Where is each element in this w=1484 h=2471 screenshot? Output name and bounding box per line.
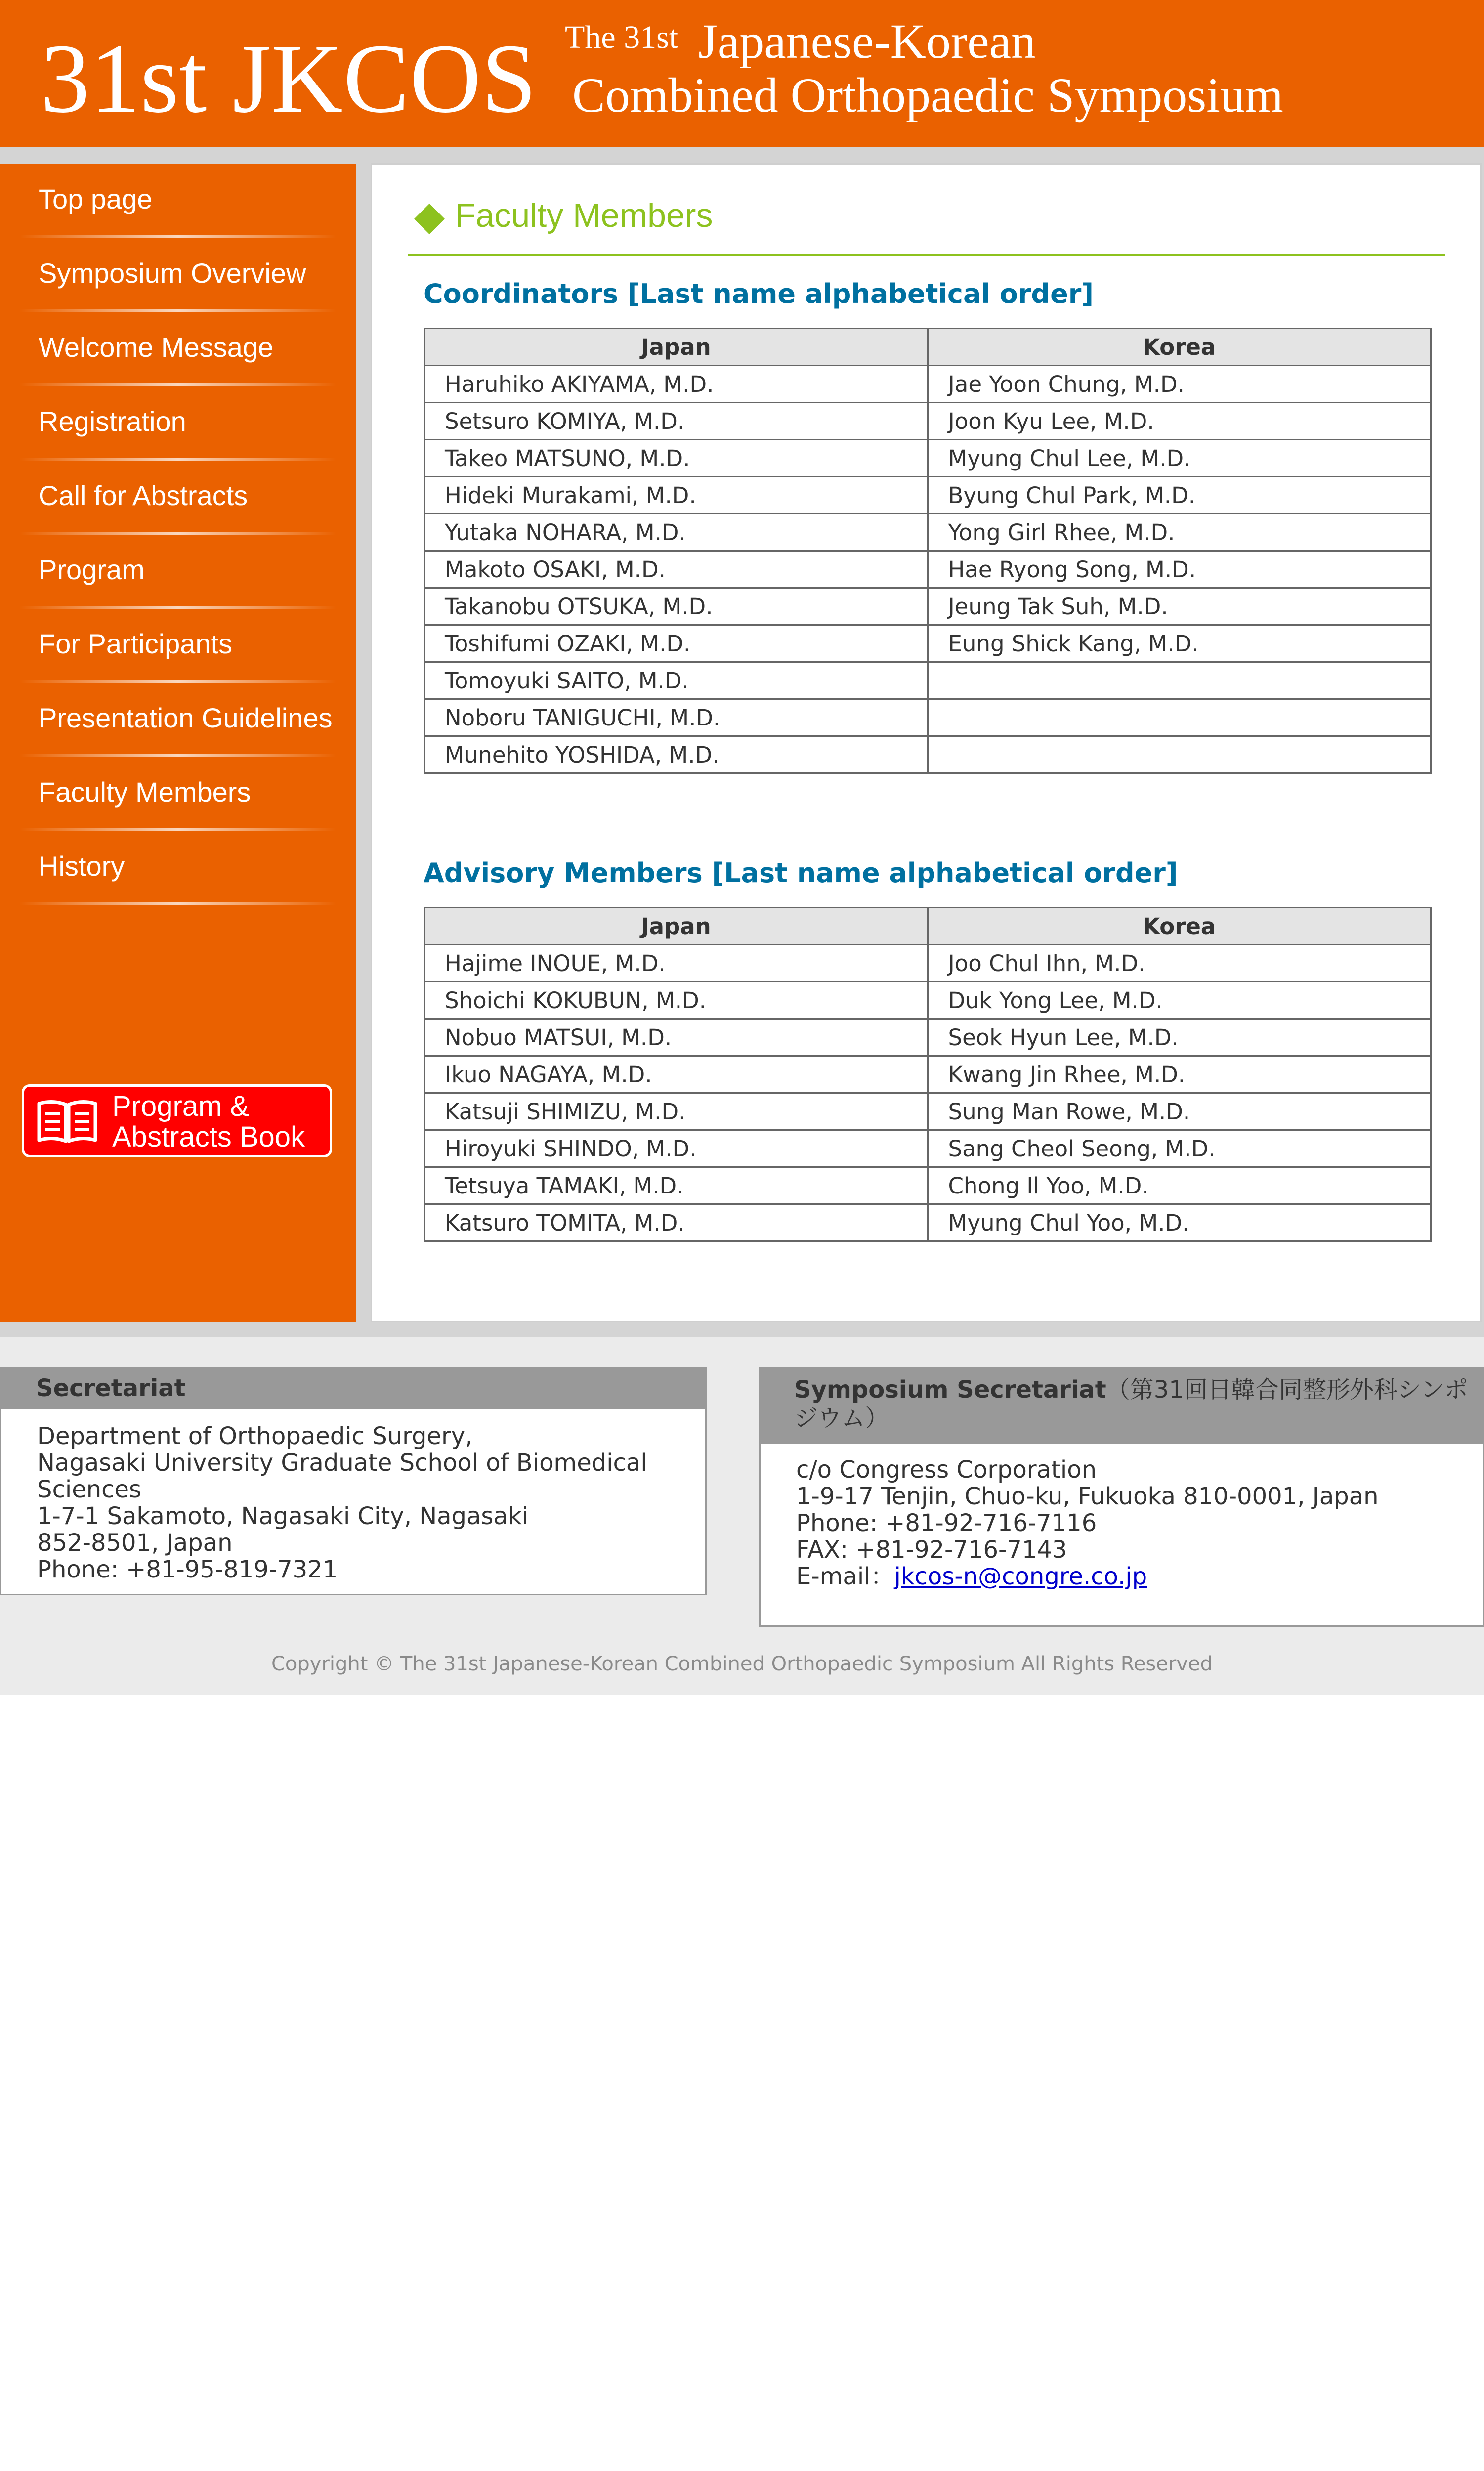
- table-cell: Yutaka NOHARA, M.D.: [424, 514, 928, 551]
- table-row: [424, 514, 1431, 551]
- title-divider: [408, 254, 1445, 256]
- sidebar-item-for-participants[interactable]: [0, 609, 356, 683]
- header-title-line2: Combined Orthopaedic Symposium: [572, 68, 1283, 123]
- address-line: 852-8501, Japan: [37, 1529, 233, 1557]
- table-row: [424, 982, 1431, 1019]
- column-header: Korea: [928, 329, 1431, 366]
- table-cell: Tetsuya TAMAKI, M.D.: [424, 1167, 928, 1204]
- table-cell: [928, 699, 1431, 736]
- table-row: [424, 1204, 1431, 1241]
- table-cell: Seok Hyun Lee, M.D.: [928, 1019, 1431, 1056]
- sidebar-item-label: Symposium Overview: [39, 257, 306, 289]
- table-header-row: [424, 908, 1431, 945]
- site-header: [0, 0, 1484, 147]
- table-cell: Sang Cheol Seong, M.D.: [928, 1130, 1431, 1167]
- address-line: Nagasaki University Graduate School of Biomedical Sciences: [37, 1449, 647, 1503]
- sidebar-item-label: Top page: [39, 183, 153, 214]
- symposium-secretariat-header: [761, 1368, 1483, 1444]
- address-line: c/o Congress Corporation: [796, 1456, 1097, 1484]
- table-cell: Jeung Tak Suh, M.D.: [928, 588, 1431, 625]
- secretariat-title: Secretariat: [36, 1374, 186, 1402]
- symposium-secretariat-box: [759, 1367, 1484, 1627]
- table-cell: Hiroyuki SHINDO, M.D.: [424, 1130, 928, 1167]
- address-line: 1-9-17 Tenjin, Chuo-ku, Fukuoka 810-0001, Japan: [796, 1483, 1379, 1510]
- sidebar-item-registration[interactable]: [0, 386, 356, 461]
- table-cell: Shoichi KOKUBUN, M.D.: [424, 982, 928, 1019]
- symposium-secretariat-title-jp: （第31回日韓合同整形外科シンポジウム）: [794, 1376, 1468, 1432]
- sidebar-item-presentation-guidelines[interactable]: [0, 683, 356, 757]
- table-cell: Ikuo NAGAYA, M.D.: [424, 1056, 928, 1093]
- sidebar-item-label: History: [39, 851, 125, 882]
- table-row: [424, 945, 1431, 982]
- table-header-row: [424, 329, 1431, 366]
- table-cell: Hideki Murakami, M.D.: [424, 477, 928, 514]
- table-cell: Yong Girl Rhee, M.D.: [928, 514, 1431, 551]
- address-line: 1-7-1 Sakamoto, Nagasaki City, Nagasaki: [37, 1502, 528, 1530]
- sidebar-item-label: Registration: [39, 406, 186, 437]
- table-cell: Toshifumi OZAKI, M.D.: [424, 625, 928, 662]
- email-line: [796, 1563, 1463, 1590]
- sidebar-item-faculty-members[interactable]: [0, 757, 356, 831]
- site-logo[interactable]: 31st JKCOS: [41, 24, 537, 133]
- sidebar-item-label: Welcome Message: [39, 332, 274, 363]
- table-cell: Katsuji SHIMIZU, M.D.: [424, 1093, 928, 1130]
- table-row: [424, 1130, 1431, 1167]
- sidebar-item-welcome-message[interactable]: [0, 312, 356, 386]
- table-cell: Hae Ryong Song, M.D.: [928, 551, 1431, 588]
- table-cell: Hajime INOUE, M.D.: [424, 945, 928, 982]
- sidebar-item-label: Program: [39, 554, 145, 585]
- table-cell: Munehito YOSHIDA, M.D.: [424, 736, 928, 773]
- symposium-secretariat-address: [796, 1456, 1463, 1590]
- table-row: [424, 1019, 1431, 1056]
- header-the-31st: The 31st: [565, 19, 678, 55]
- book-button-label-line1: Program &: [112, 1090, 250, 1122]
- symposium-secretariat-title: Symposium Secretariat: [794, 1376, 1106, 1404]
- fax-line: FAX: +81-92-716-7143: [796, 1536, 1067, 1564]
- secretariat-box: [0, 1367, 707, 1595]
- sidebar-item-history[interactable]: [0, 831, 356, 905]
- table-row: [424, 403, 1431, 440]
- email-label: E-mail：: [796, 1563, 894, 1590]
- phone-line: Phone: +81-95-819-7321: [37, 1556, 338, 1583]
- table-row: [424, 440, 1431, 477]
- secretariat-header: [1, 1368, 705, 1409]
- sidebar-item-label: Call for Abstracts: [39, 480, 248, 511]
- table-cell: [928, 662, 1431, 699]
- table-cell: Noboru TANIGUCHI, M.D.: [424, 699, 928, 736]
- sidebar-item-program[interactable]: [0, 535, 356, 609]
- table-row: [424, 1056, 1431, 1093]
- table-cell: Duk Yong Lee, M.D.: [928, 982, 1431, 1019]
- table-cell: Eung Shick Kang, M.D.: [928, 625, 1431, 662]
- table-cell: Jae Yoon Chung, M.D.: [928, 366, 1431, 403]
- table-cell: Joon Kyu Lee, M.D.: [928, 403, 1431, 440]
- table-row: [424, 699, 1431, 736]
- coordinators-heading: Coordinators [Last name alphabetical order]: [424, 278, 1094, 309]
- table-cell: Haruhiko AKIYAMA, M.D.: [424, 366, 928, 403]
- table-cell: Byung Chul Park, M.D.: [928, 477, 1431, 514]
- sidebar-item-label: Faculty Members: [39, 776, 251, 808]
- table-row: [424, 366, 1431, 403]
- table-cell: Nobuo MATSUI, M.D.: [424, 1019, 928, 1056]
- table-row: [424, 588, 1431, 625]
- sidebar-nav: [0, 164, 356, 1322]
- table-cell: Myung Chul Yoo, M.D.: [928, 1204, 1431, 1241]
- sidebar-item-top-page[interactable]: [0, 164, 356, 238]
- table-row: [424, 625, 1431, 662]
- program-abstracts-book-button[interactable]: [22, 1084, 332, 1157]
- table-cell: Makoto OSAKI, M.D.: [424, 551, 928, 588]
- copyright-text: Copyright © The 31st Japanese-Korean Combined Orthopaedic Symposium All Rights Reserved: [271, 1653, 1213, 1675]
- sidebar-item-label: For Participants: [39, 628, 233, 659]
- open-book-icon: [36, 1099, 98, 1143]
- sidebar-item-label: Presentation Guidelines: [39, 702, 333, 733]
- book-button-label-line2: Abstracts Book: [112, 1121, 305, 1153]
- advisory-table: [424, 907, 1432, 1242]
- table-cell: Tomoyuki SAITO, M.D.: [424, 662, 928, 699]
- table-row: [424, 736, 1431, 773]
- column-header: Japan: [424, 329, 928, 366]
- advisory-heading: Advisory Members [Last name alphabetical order]: [424, 857, 1178, 889]
- sidebar-item-call-for-abstracts[interactable]: [0, 461, 356, 535]
- table-row: [424, 1093, 1431, 1130]
- table-cell: Takeo MATSUNO, M.D.: [424, 440, 928, 477]
- table-cell: Sung Man Rowe, M.D.: [928, 1093, 1431, 1130]
- table-row: [424, 662, 1431, 699]
- table-cell: Katsuro TOMITA, M.D.: [424, 1204, 928, 1241]
- table-cell: Kwang Jin Rhee, M.D.: [928, 1056, 1431, 1093]
- main-content: [371, 163, 1482, 1322]
- coordinators-table: [424, 328, 1432, 774]
- table-cell: Myung Chul Lee, M.D.: [928, 440, 1431, 477]
- table-cell: Setsuro KOMIYA, M.D.: [424, 403, 928, 440]
- diamond-bullet-icon: [414, 204, 445, 234]
- table-cell: Joo Chul Ihn, M.D.: [928, 945, 1431, 982]
- table-cell: Chong Il Yoo, M.D.: [928, 1167, 1431, 1204]
- email-link[interactable]: jkcos-n@congre.co.jp: [894, 1563, 1147, 1590]
- address-line: Department of Orthopaedic Surgery,: [37, 1422, 473, 1450]
- column-header: Korea: [928, 908, 1431, 945]
- header-title-line1: Japanese-Korean: [698, 14, 1036, 69]
- secretariat-address: [37, 1423, 679, 1583]
- column-header: Japan: [424, 908, 928, 945]
- table-row: [424, 551, 1431, 588]
- page-title: Faculty Members: [455, 197, 713, 234]
- symposium-secretariat-title-wrap: [794, 1375, 1471, 1433]
- phone-line: Phone: +81-92-716-7116: [796, 1509, 1097, 1537]
- table-cell: Takanobu OTSUKA, M.D.: [424, 588, 928, 625]
- table-row: [424, 1167, 1431, 1204]
- sidebar-divider: [20, 902, 336, 905]
- sidebar-item-symposium-overview[interactable]: [0, 238, 356, 312]
- table-cell: [928, 736, 1431, 773]
- table-row: [424, 477, 1431, 514]
